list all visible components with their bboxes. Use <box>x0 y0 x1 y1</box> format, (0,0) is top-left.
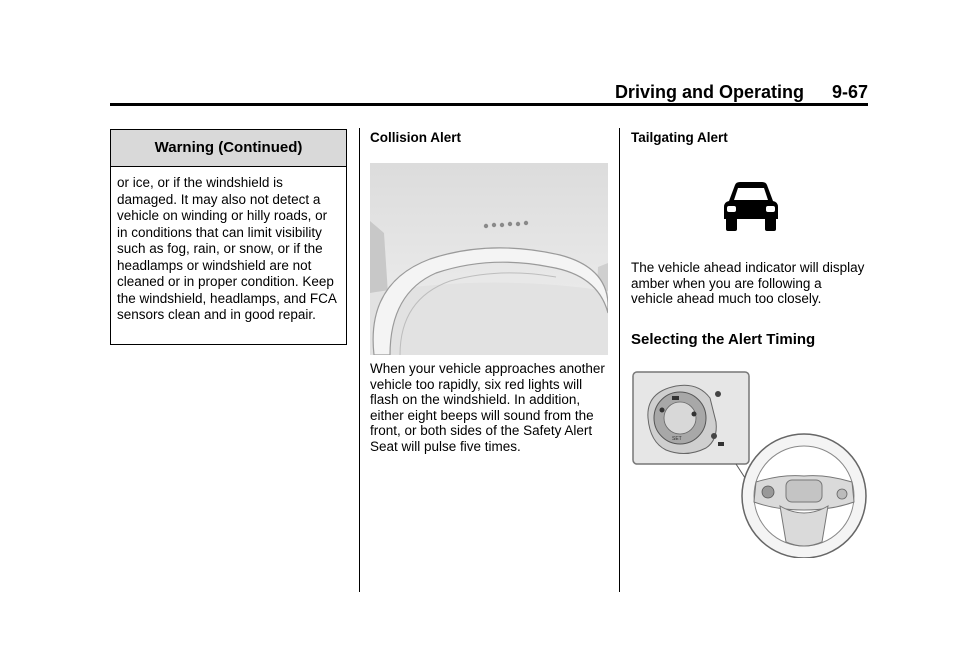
collision-alert-figure <box>370 163 608 355</box>
column-divider-1 <box>359 128 360 592</box>
collision-alert-heading: Collision Alert <box>370 130 462 145</box>
warning-title: Warning (Continued) <box>111 130 346 167</box>
steering-wheel-controls-illustration <box>632 370 868 558</box>
timing-heading-block <box>631 332 867 348</box>
page-header <box>110 82 868 104</box>
column-divider-2 <box>619 128 620 592</box>
set-label: SET <box>672 436 682 442</box>
steering-wheel-windshield-illustration <box>370 163 608 355</box>
car-front-icon <box>722 181 780 233</box>
tailgating-alert-text: The vehicle ahead indicator will display amber when you are following a vehicle ahead much too closely. <box>631 260 865 306</box>
section-title: Driving and Operating <box>614 82 804 102</box>
tailgating-body-block <box>631 260 867 307</box>
collision-alert-text: When your vehicle approaches another vehicle too rapidly, six red lights will flash on the windshield. In addition, either eight beeps will sound from the front, or both sides of the Safety Alert Seat will pulse five times. <box>370 361 605 454</box>
alert-timing-figure <box>632 370 868 558</box>
collision-body-block <box>370 361 610 454</box>
warning-box <box>110 129 347 345</box>
warning-body: or ice, or if the windshield is damaged. It may also not detect a vehicle on winding or hilly roads, or in conditions that can limit visibility such as fog, rain, or snow, or if the headlamps or windshield are not cleaned or in proper condition. Keep the windshield, headlamps, and FCA sensors clean and in good repair. <box>117 175 337 322</box>
tailgating-alert-heading: Tailgating Alert <box>631 130 728 145</box>
collision-heading-block <box>370 130 610 146</box>
vehicle-ahead-icon <box>722 181 780 233</box>
alert-timing-heading: Selecting the Alert Timing <box>631 331 816 348</box>
tailgating-heading-block <box>631 130 867 146</box>
header-rule <box>110 103 868 106</box>
page-number: 9-67 <box>831 82 868 102</box>
